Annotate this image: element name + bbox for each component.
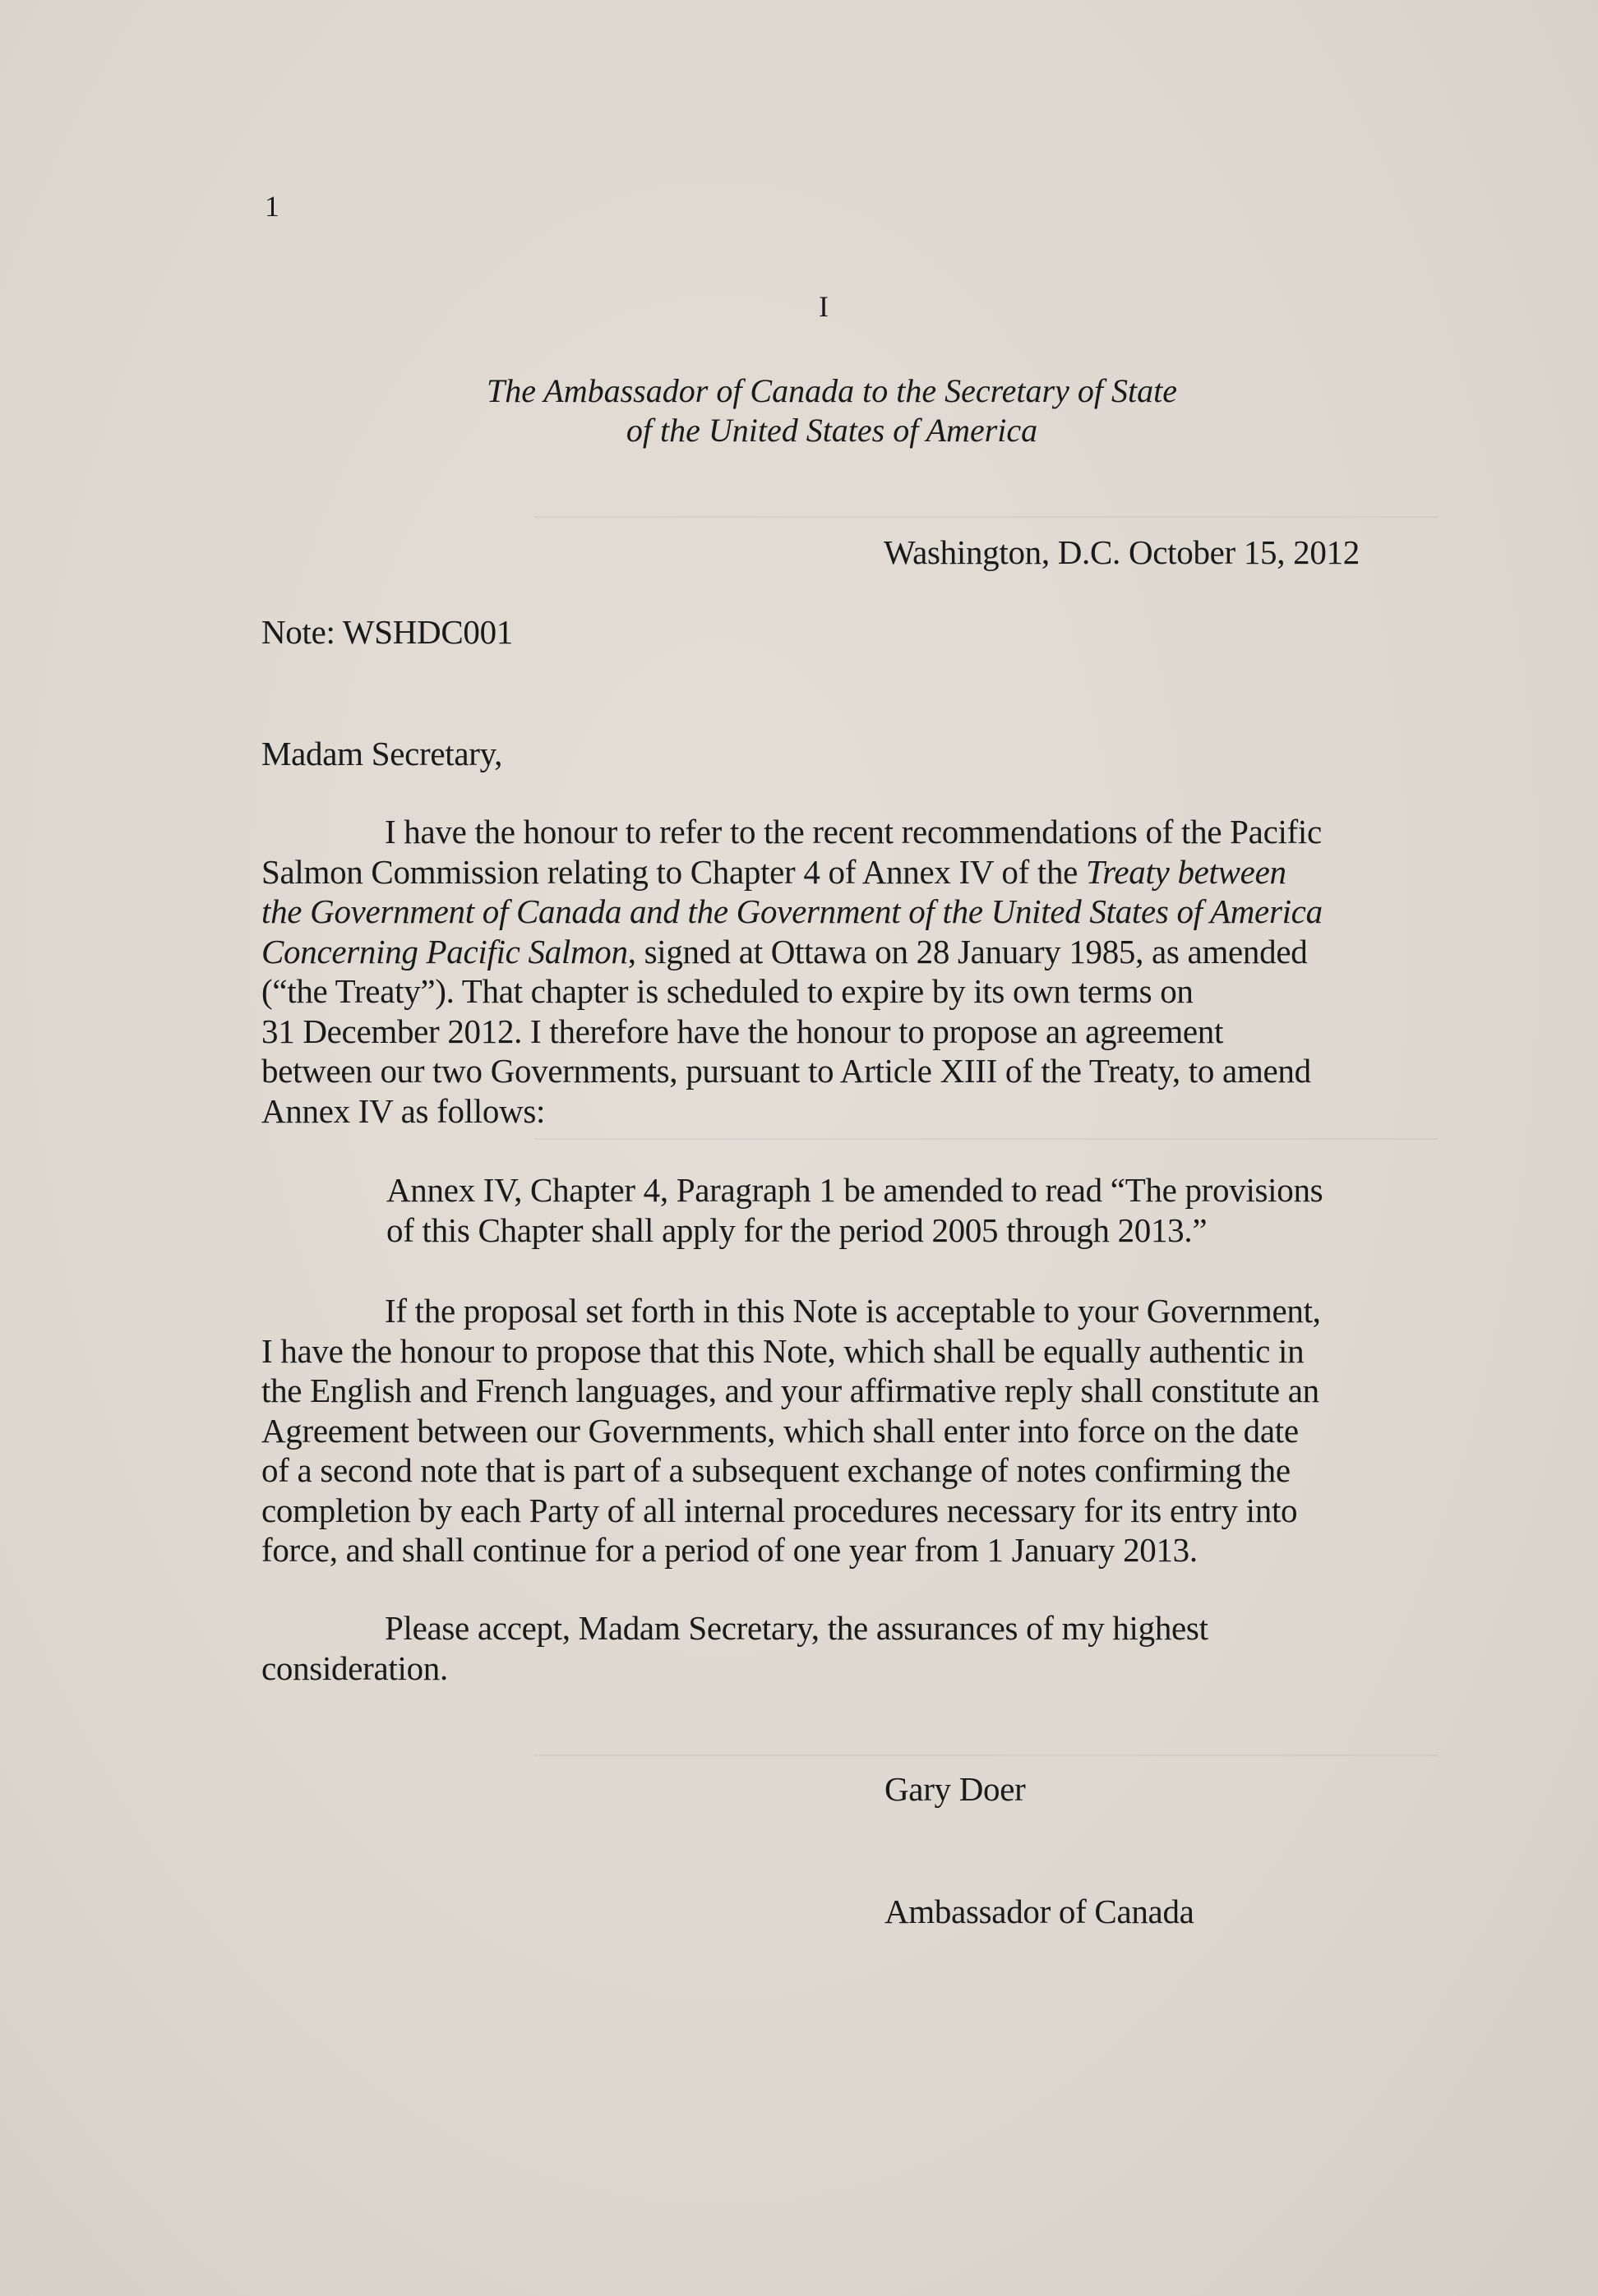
heading-line: The Ambassador of Canada to the Secretary of State xyxy=(487,372,1177,409)
paragraph-line xyxy=(261,1608,1429,1648)
bleed-through-rule xyxy=(534,1138,1439,1140)
paragraph-line: 31 December 2012. I therefore have the honour to propose an agreement xyxy=(261,1012,1224,1050)
paragraph-line: the English and French languages, and your affirmative reply shall constitute an xyxy=(261,1372,1319,1409)
paragraph-line xyxy=(261,812,1429,852)
paragraph-line xyxy=(261,852,1429,892)
treaty-title-italic: Concerning Pacific Salmon xyxy=(261,932,628,970)
paragraph-text: Salmon Commission relating to Chapter 4 of Annex IV of the xyxy=(261,852,1087,891)
section-numeral: I xyxy=(819,290,829,323)
body-paragraph-1 xyxy=(261,812,1429,1131)
dateline: Washington, D.C. October 15, 2012 xyxy=(884,533,1360,571)
signer-title: Ambassador of Canada xyxy=(884,1893,1194,1930)
paragraph-line: Annex IV as follows: xyxy=(261,1091,546,1130)
paragraph-line: (“the Treaty”). That chapter is scheduled to expire by its own terms on xyxy=(261,972,1194,1010)
paragraph-text: Please accept, Madam Secretary, the assurances of my highest xyxy=(385,1609,1208,1647)
paragraph-line: consideration. xyxy=(261,1648,448,1687)
paragraph-line: force, and shall continue for a period of one year from 1 January 2013. xyxy=(261,1531,1198,1569)
letter-heading xyxy=(265,371,1399,450)
quote-line: Annex IV, Chapter 4, Paragraph 1 be amended to read “The provisions xyxy=(386,1171,1323,1209)
paragraph-line xyxy=(261,892,1429,932)
paragraph-line: Agreement between our Governments, which shall enter into force on the date xyxy=(261,1411,1299,1450)
paragraph-line xyxy=(261,932,1429,972)
paragraph-line: completion by each Party of all internal procedures necessary for its entry into xyxy=(261,1491,1298,1529)
paragraph-line: between our two Governments, pursuant to Article XIII of the Treaty, to amend xyxy=(261,1052,1311,1090)
paragraph-text: I have the honour to refer to the recent recommendations of the Pacific xyxy=(385,813,1322,851)
note-reference: Note: WSHDC001 xyxy=(261,613,513,651)
bleed-through-rule xyxy=(534,1754,1439,1756)
body-paragraph-2 xyxy=(261,1291,1429,1570)
quote-line: of this Chapter shall apply for the period 2005 through 2013.” xyxy=(386,1210,1208,1249)
amendment-quote xyxy=(386,1170,1430,1250)
paragraph-line: I have the honour to propose that this Note, which shall be equally authentic in xyxy=(261,1331,1305,1370)
bleed-through-rule xyxy=(534,516,1439,518)
paragraph-text: If the proposal set forth in this Note is acceptable to your Government, xyxy=(385,1292,1321,1330)
paragraph-text: , signed at Ottawa on 28 January 1985, as amended xyxy=(627,932,1308,970)
salutation: Madam Secretary, xyxy=(261,735,503,772)
signer-name: Gary Doer xyxy=(884,1770,1026,1808)
paragraph-line: of a second note that is part of a subsequent exchange of notes confirming the xyxy=(261,1451,1291,1489)
paragraph-line xyxy=(261,1291,1429,1331)
closing-paragraph xyxy=(261,1608,1429,1688)
page-number: 1 xyxy=(265,190,279,223)
treaty-title-italic: Treaty between xyxy=(1086,852,1286,891)
treaty-title-italic: the Government of Canada and the Government of the United States of America xyxy=(261,892,1323,930)
heading-line: of the United States of America xyxy=(626,412,1038,449)
